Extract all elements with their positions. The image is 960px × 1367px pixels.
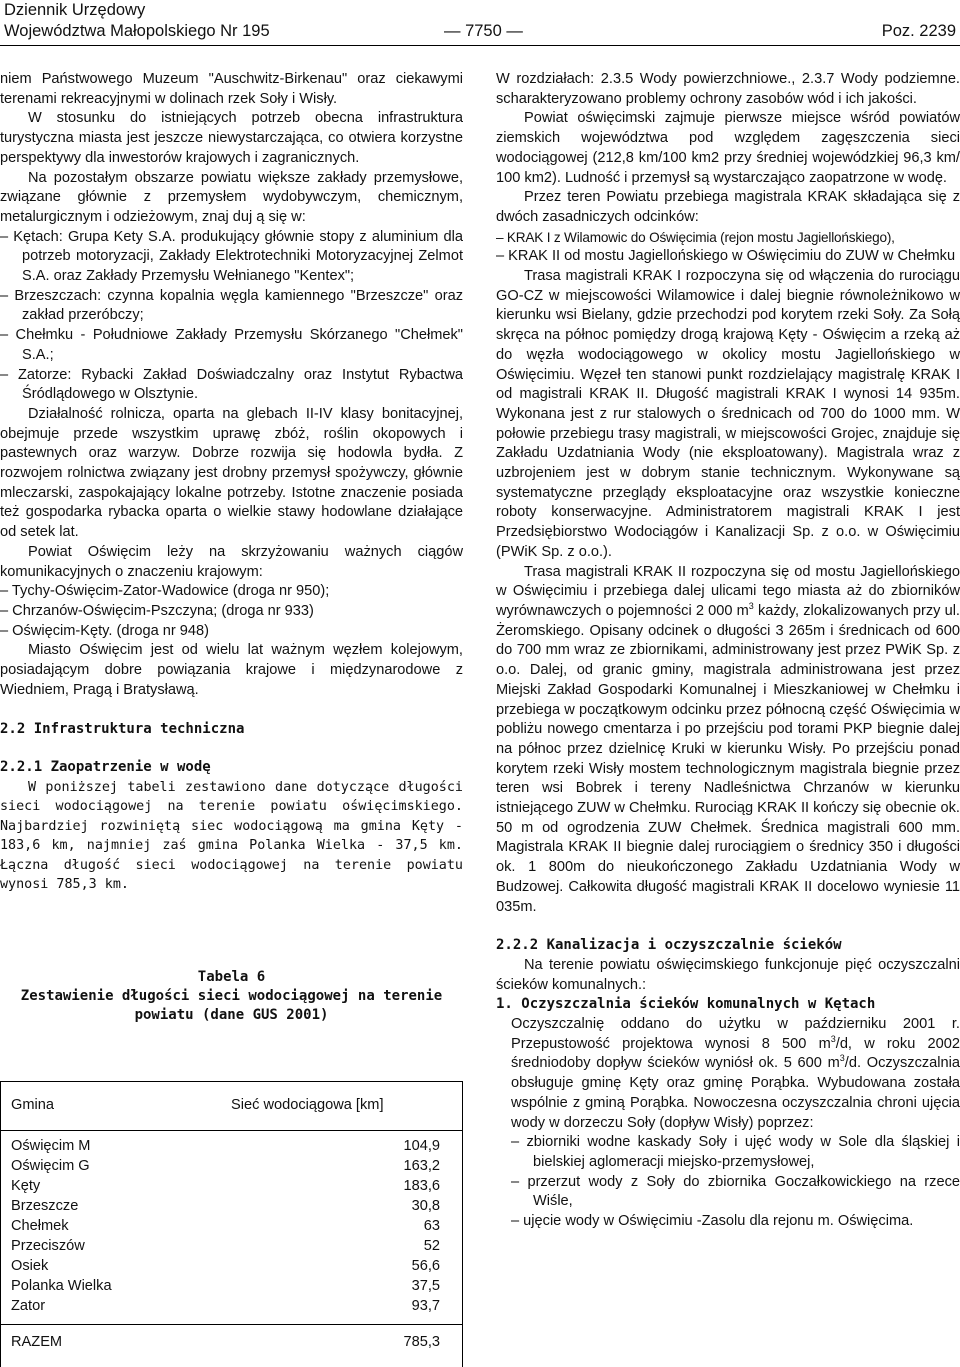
list-item: – Zatorze: Rybacki Zakład Doświadczalny oraz Instytut Rybactwa Śródlądowego w Olsztynie. — [0, 366, 463, 403]
position-number: Poz. 2239 — [881, 22, 956, 40]
table-row — [1, 1236, 462, 1256]
paragraph-text: Oczyszczalnię oddano do użytku w październiku 2001 r. Przepustowość projektowa wynosi 8 500 m — [511, 1016, 960, 1052]
paragraph: Powiat Oświęcim leży na skrzyżowaniu ważnych ciągów komunikacyjnych o znaczeniu krajowym: — [0, 543, 463, 580]
list-item: – KRAK II od mostu Jagiellońskiego w Oświęcimiu do ZUW w Chełmku — [496, 248, 956, 265]
table-header — [1, 1082, 462, 1131]
cell-gmina: Przeciszów — [11, 1238, 85, 1254]
paragraph: Trasa magistrali KRAK I rozpoczyna się od włączenia do rurociągu GO-CZ w miejscowości Wilamowice i dalej biegnie równoleżnikowo w kierunku wsi Bielany, gdzie przechodzi pod korytem rzeki Soły. Za Sołą skręca na północ pomiędzy drogą krajową Kęty - Oświęcim a rzeką aż do węzła wodociągowego w okolicy mostu Jagiellońskiego w Oświęcimiu. Węzeł ten stanowi punkt rozdzielający magistralę KRAK I od magistrali KRAK II. Długość magistrali KRAK I wynosi 14 935m. Wykonana jest z rur stalowych o średnicach od 700 do 1000 mm. W połowie przebiegu trasy magistrali, w miejscowości Grojec, znajduje się Zakładu Uzdatniania Wody (nie eksploatowany). Magistrala wraz z uzbrojeniem jest w dobrym stanie technicznym. Wykonywane są systematyczne przeglądy eksploatacyjne oraz wszystkie konieczne roboty konserwacyjne. Administratorem magistrali KRAK I jest Przedsiębiorstwo Wodociągów i Kanalizacji Sp. z o.o. w Oświęcimiu (PWiK Sp. z o.o.). — [496, 268, 960, 560]
table-row — [1, 1196, 462, 1216]
list-item: – Chrzanów-Oświęcim-Pszczyna; (droga nr 933) — [0, 602, 314, 619]
cell-gmina: Brzeszcze — [11, 1198, 79, 1214]
paragraph-text: /d, w roku 2002 średniodoby dopływ ścieków wyniósł ok. 5 600 m — [511, 1035, 960, 1072]
header-rule — [0, 45, 960, 46]
paragraph: Działalność rolnicza, oparta na glebach II-IV klasy bonitacyjnej, obejmuje przede wszystkim uprawę zbóż, roślin okopowych i pastewnych oraz warzyw. Dobrze rozwija się hodowla bydła. Z rozwojem rolnictwa związany jest drobny przemysł spożywczy, głównie mleczarski, zaspokajający lokalne potrzeby. Istotne znaczenie posiada też gospodarka rybacka oparta o wielkie stawy hodowlane działające od setek lat. — [0, 405, 463, 541]
paragraph: W stosunku do istniejących potrzeb obecna infrastruktura turystyczna miasta jest jeszcze niewystarczająca, co otwiera korzystne perspektywy dla inwestorów krajowych i zagranicznych. — [0, 110, 463, 166]
section-heading: 2.2 Infrastruktura techniczna — [0, 720, 245, 737]
list-item: – Kętach: Grupa Kety S.A. produkujący głównie stopy z aluminium dla potrzeb motoryzacji, Zakłady Elektrotechniki Motoryzacyjnej Zelmot S.A. oraz Zakłady Przemysłu Wełnianego "Kentex"; — [0, 228, 463, 285]
cell-gmina: Polanka Wielka — [11, 1278, 112, 1294]
cell-gmina: Kęty — [11, 1178, 41, 1194]
table-row — [1, 1256, 462, 1276]
paragraph: W rozdziałach: 2.3.5 Wody powierzchniowe., 2.3.7 Wody podziemne. scharakteryzowano problemy ochrony zasobów wód i ich jakości. — [496, 71, 960, 107]
list-item: – przerzut wody z Soły do zbiornika Goczałkowickiego na rzece Wiśle, — [511, 1173, 960, 1210]
table-row — [1, 1136, 462, 1156]
cell-gmina: Chełmek — [11, 1218, 69, 1234]
list-item: – ujęcie wody w Oświęcimiu -Zasolu dla rejonu m. Oświęcima. — [511, 1213, 914, 1230]
superscript: 3 — [839, 1053, 845, 1064]
cell-length: 63 — [423, 1218, 440, 1234]
list-item: – Tychy-Oświęcim-Zator-Wadowice (droga nr 950); — [0, 583, 330, 600]
cell-length: 52 — [423, 1238, 440, 1254]
list-item: – Oświęcim-Kęty. (droga nr 948) — [0, 622, 209, 639]
total-value: 785,3 — [403, 1334, 440, 1350]
numbered-heading: 1. Oczyszczalnia ścieków komunalnych w Kętach — [496, 996, 876, 1013]
cell-gmina: Oświęcim M — [11, 1138, 91, 1154]
table-row — [1, 1296, 462, 1316]
paragraph — [496, 1015, 960, 1133]
paragraph: Na pozostałym obszarze powiatu większe zakłady przemysłowe, związane głównie z przemysłem wydobywczym, chemicznym, metalurgicznym i odzieżowym, znaj duj ą się w: — [0, 169, 463, 225]
cell-length: 163,2 — [403, 1158, 440, 1174]
table-total-row — [1, 1332, 462, 1352]
cell-gmina: Osiek — [11, 1258, 49, 1274]
table-row — [1, 1276, 462, 1296]
paragraph — [496, 563, 960, 918]
list-item: – Chełmku - Południowe Zakłady Przemysłu Skórzanego "Chełmek" S.A.; — [0, 327, 463, 363]
paragraph-text: Trasa magistrali KRAK II rozpoczyna się od mostu Jagiellońskiego w Oświęcimiu i przebiega dalej ulicami tego miasta aż do zbiorników wyrównawczych o pojemności 2 000 m — [496, 563, 960, 619]
paragraph: W poniższej tabeli zestawiono dane dotyczące długości sieci wodociągowej na terenie powiatu oświęcimskiego. Najbardziej rozwiniętą siec wodociągową ma gmina Kęty - 183,6 km, najmniej zaś gmina Polanka Wielka - 37,5 km. Łączna długość sieci wodociągowej na terenie powiatu wynosi 785,3 km. — [0, 779, 463, 892]
paragraph: niem Państwowego Muzeum "Auschwitz-Birkenau" oraz ciekawymi terenami rekreacyjnymi w dolinach rzek Soły i Wisły. — [0, 71, 463, 107]
table-caption-subtitle: powiatu (dane GUS 2001) — [134, 1007, 329, 1024]
journal-issue: Województwa Małopolskiego Nr 195 — [4, 22, 270, 40]
paragraph-text: każdy, zlokalizowanych przy ul. Żeromskiego. Opisany odcinek o długości 3 265m i średnicach od 600 do 700 mm wraz ze zbiornikami, administrowany jest przez PWiK Sp. z o.o. Dalej, od granic gminy, magistrala administrowana jest przez Miejski Zakład Gospodarki Komunalnej i Mieszkaniowej w Chełmku i przebiega w początkowym odcinku przez północną część Oświęcimia w pobliżu nowego cmentarza i po przejściu pod torami PKP biegnie dalej na północ przez dzielnicę Kruki w kierunku Wisły. Po przejściu ponad korytem rzeki Wisły mostem technologicznym magistrala biegnie przez teren wsi Bobrek i tereny Nadleśnictwa Chrzanów w kierunku istniejącego ZUW w Chełmku. Rurociąg KRAK II kończy się obecnie ok. 50 m od ogrodzenia ZUW Chełmek. Średnica magistrali 600 mm. Magistrala KRAK II biegnie dalej rurociągiem o średnicy 350 i długości ok. 1 800m do nieukończonego Zakładu Uzdatniania Wody w Budzowej. Całkowita długość magistrali KRAK II docelowo wyniesie 11 035m. — [496, 602, 960, 915]
page-header — [4, 0, 956, 44]
cell-length: 30,8 — [411, 1198, 440, 1214]
right-column — [496, 70, 960, 1232]
journal-title: Dziennik Urzędowy — [4, 1, 146, 19]
cell-length: 104,9 — [403, 1138, 440, 1154]
cell-length: 93,7 — [411, 1298, 440, 1314]
table-row — [1, 1216, 462, 1236]
cell-length: 183,6 — [403, 1178, 440, 1194]
cell-gmina: Oświęcim G — [11, 1158, 90, 1174]
subsection-heading: 2.2.2 Kanalizacja i oczyszczalnie ścieków — [496, 937, 842, 954]
total-label: RAZEM — [11, 1334, 63, 1350]
column-header-gmina: Gmina — [11, 1097, 54, 1113]
list-item: – zbiorniki wodne kaskady Soły i ujęć wody w Sole dla śląskiej i bielskiej aglomeracji miejsko-przemysłowej, — [511, 1134, 960, 1170]
left-column — [0, 70, 463, 1025]
paragraph-text: /d. Oczyszczalnia obsługuje gminę Kęty oraz gminę Porąbka. Wybudowana została wspólnie z gminą Porąbka. Nowoczesna oczyszczalnia chroni ujęcia wody w dorzeczu Soły (dopływ Wisły) poprzez: — [511, 1055, 960, 1131]
cell-length: 37,5 — [411, 1278, 440, 1294]
table-body — [1, 1131, 462, 1325]
table-caption-number: Tabela 6 — [197, 969, 266, 986]
list-item: – Brzeszczach: czynna kopalnia węgla kamiennego "Brzeszcze" oraz zakład przeróbczy; — [0, 287, 463, 324]
superscript: 3 — [748, 601, 754, 612]
water-network-table — [0, 1081, 463, 1367]
superscript: 3 — [830, 1033, 836, 1044]
list-item: – KRAK I z Wilamowic do Oświęcimia (rejon mostu Jagiellońskiego), — [496, 229, 895, 245]
cell-length: 56,6 — [411, 1258, 440, 1274]
page-number: — 7750 — — [444, 22, 523, 40]
paragraph: Przez teren Powiatu przebiega magistrala KRAK składająca się z dwóch zasadniczych odcinków: — [496, 189, 960, 225]
paragraph: Miasto Oświęcim jest od wielu lat ważnym węzłem kolejowym, posiadającym dobre powiązania krajowe i międzynarodowe z Wiedniem, Pragą i Bratysławą. — [0, 642, 463, 698]
subsection-heading: 2.2.1 Zaopatrzenie w wodę — [0, 759, 211, 776]
cell-gmina: Zator — [11, 1298, 46, 1314]
table-row — [1, 1176, 462, 1196]
paragraph: Powiat oświęcimski zajmuje pierwsze miejsce wśród powiatów ziemskich województwa pod względem zagęszczenia sieci wodociągowej (212,8 km/100 km2 przy średniej wojewódzkiej 96,3 km/ 100 km2). Ludność i przemysł są wystarczająco zaopatrzone w wodę. — [496, 110, 960, 186]
table-caption-title: Zestawienie długości sieci wodociągowej na terenie — [20, 988, 443, 1005]
column-header-length: Sieć wodociągowa [km] — [231, 1097, 384, 1113]
table-row — [1, 1156, 462, 1176]
paragraph: Na terenie powiatu oświęcimskiego funkcjonuje pięć oczyszczalni ścieków komunalnych.: — [496, 956, 960, 993]
